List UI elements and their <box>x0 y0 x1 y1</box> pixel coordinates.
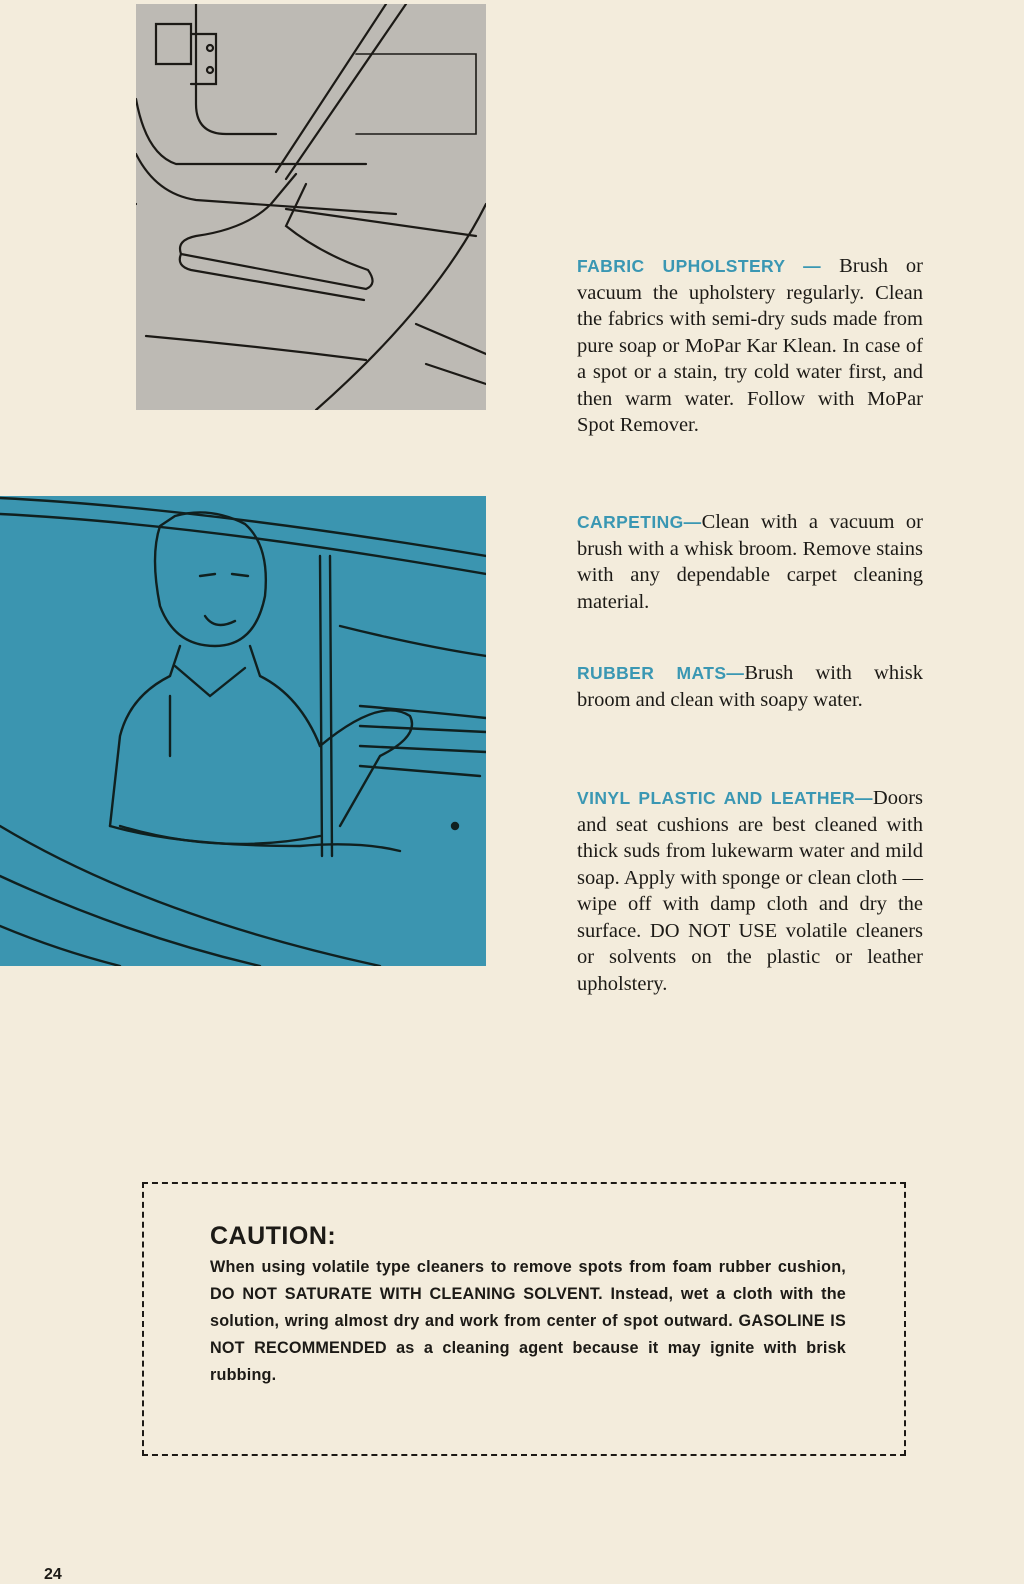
page-number: 24 <box>44 1566 62 1583</box>
vinyl-plastic-leather-heading: VINYL PLASTIC AND LEATHER— <box>577 788 873 808</box>
carpeting-text: Clean with a vacuum or brush with a whisk broom. Remove stains with any dependable carpet cleaning material. <box>577 511 923 613</box>
woman-cleaning-illustration <box>0 496 486 966</box>
rubber-mats-section <box>577 660 923 713</box>
carpeting-section <box>577 509 923 615</box>
caution-box <box>142 1182 906 1456</box>
caution-title: CAUTION: <box>210 1222 337 1250</box>
vacuum-illustration <box>136 4 486 410</box>
fabric-upholstery-text: Brush or vacuum the upholstery regularly. Clean the fabrics with semi-dry suds made from pure soap or MoPar Kar Klean. In case of a spot or a stain, try cold water first, and then warm water. Follow with MoPar Spot Remover. <box>577 255 923 436</box>
vinyl-plastic-leather-text: Doors and seat cushions are best cleaned with thick suds from lukewarm water and mild soap. Apply with sponge or clean cloth —wipe off with damp cloth and dry the surface. DO NOT USE volatile cleaners or solvents on the plastic or leather upholstery. <box>577 787 923 995</box>
fabric-upholstery-heading: FABRIC UPHOLSTERY — <box>577 256 840 276</box>
rubber-mats-heading: RUBBER MATS— <box>577 663 745 683</box>
fabric-upholstery-section <box>577 253 923 439</box>
carpeting-heading: CARPETING— <box>577 512 702 532</box>
rubber-mats-text: Brush with whisk broom and clean with soapy water. <box>577 662 924 711</box>
caution-text: When using volatile type cleaners to remove spots from foam rubber cushion, DO NOT SATURATE WITH CLEANING SOLVENT. Instead, wet a cloth with the solution, wring almost dry and work from center of spot outward. GASOLINE IS NOT RECOMMENDED as a cleaning agent because it may ignite with brisk rubbing. <box>210 1258 846 1384</box>
vinyl-plastic-leather-section <box>577 785 923 997</box>
